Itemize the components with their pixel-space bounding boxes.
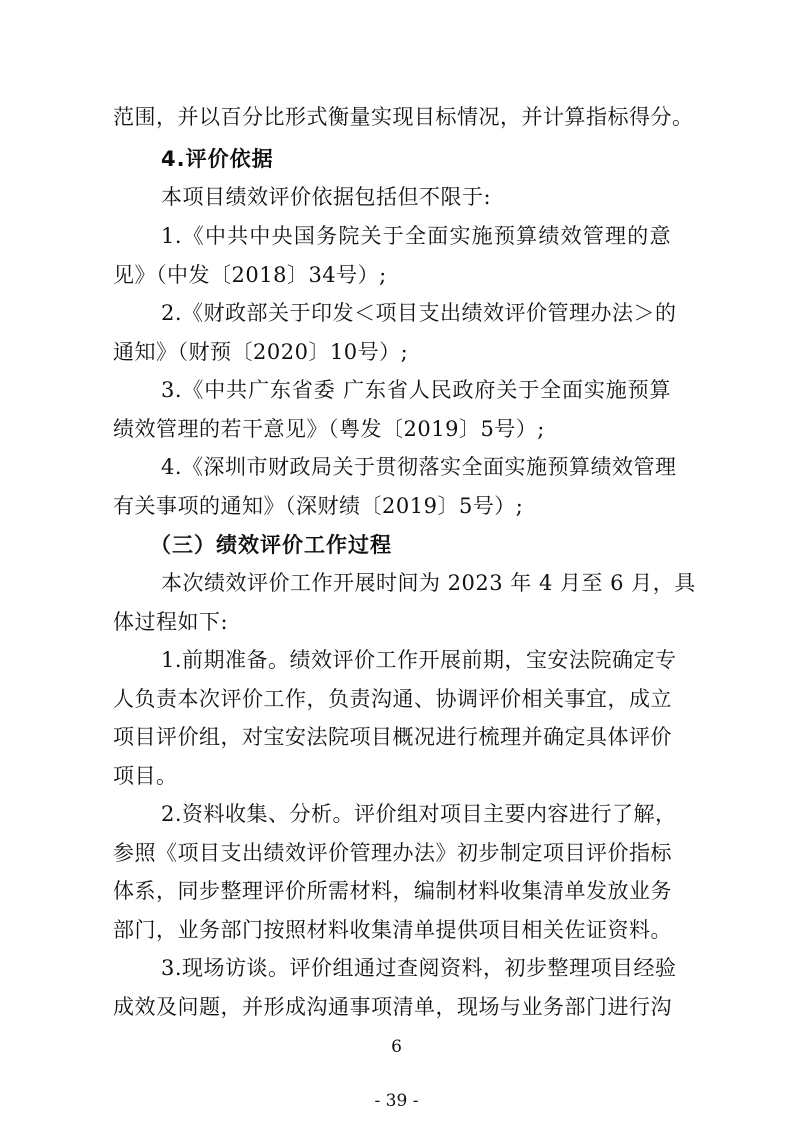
body-line: 本项目绩效评价依据包括但不限于:: [161, 185, 492, 209]
body-line: 项目。: [113, 764, 178, 788]
outer-page-number: - 39 -: [374, 1091, 419, 1111]
section-heading: （三）绩效评价工作过程: [150, 533, 392, 557]
list-item: 1.《中共中央国务院关于全面实施预算绩效管理的意: [161, 224, 671, 248]
list-item: 4.《深圳市财政局关于贯彻落实全面实施预算绩效管理: [161, 455, 677, 479]
inner-page-number: 6: [391, 1037, 402, 1057]
body-line: 人负责本次评价工作，负责沟通、协调评价相关事宜，成立: [113, 687, 672, 711]
body-line: 体系，同步整理评价所需材料，编制材料收集清单发放业务: [113, 879, 672, 903]
list-item: 3.《中共广东省委 广东省人民政府关于全面实施预算: [161, 378, 671, 402]
body-line: 参照《项目支出绩效评价管理办法》初步制定项目评价指标: [113, 841, 672, 865]
body-line: 2.资料收集、分析。评价组对项目主要内容进行了解，: [161, 802, 677, 826]
body-line: 3.现场访谈。评价组通过查阅资料，初步整理项目经验: [161, 956, 677, 980]
body-line: 部门，业务部门按照材料收集清单提供项目相关佐证资料。: [113, 918, 672, 942]
body-line: 体过程如下:: [113, 610, 229, 634]
list-item: 2.《财政部关于印发＜项目支出绩效评价管理办法＞的: [161, 301, 677, 325]
list-item-continuation: 绩效管理的若干意见》（粤发〔2019〕5号）;: [113, 417, 545, 441]
list-item-continuation: 通知》（财预〔2020〕10号）;: [113, 340, 409, 364]
list-item-continuation: 见》（中发〔2018〕34号）;: [113, 263, 387, 287]
list-item-continuation: 有关事项的通知》（深财绩〔2019〕5号）;: [113, 494, 524, 518]
section-heading: 4.评价依据: [161, 147, 274, 171]
body-line: 本次绩效评价工作开展时间为 2023 年 4 月至 6 月，具: [161, 571, 696, 595]
body-line: 成效及问题，并形成沟通事项清单，现场与业务部门进行沟: [113, 995, 672, 1019]
body-line: 范围，并以百分比形式衡量实现目标情况，并计算指标得分。: [113, 105, 694, 129]
body-line: 1.前期准备。绩效评价工作开展前期，宝安法院确定专: [161, 648, 677, 672]
body-line: 项目评价组，对宝安法院项目概况进行梳理并确定具体评价: [113, 725, 672, 749]
